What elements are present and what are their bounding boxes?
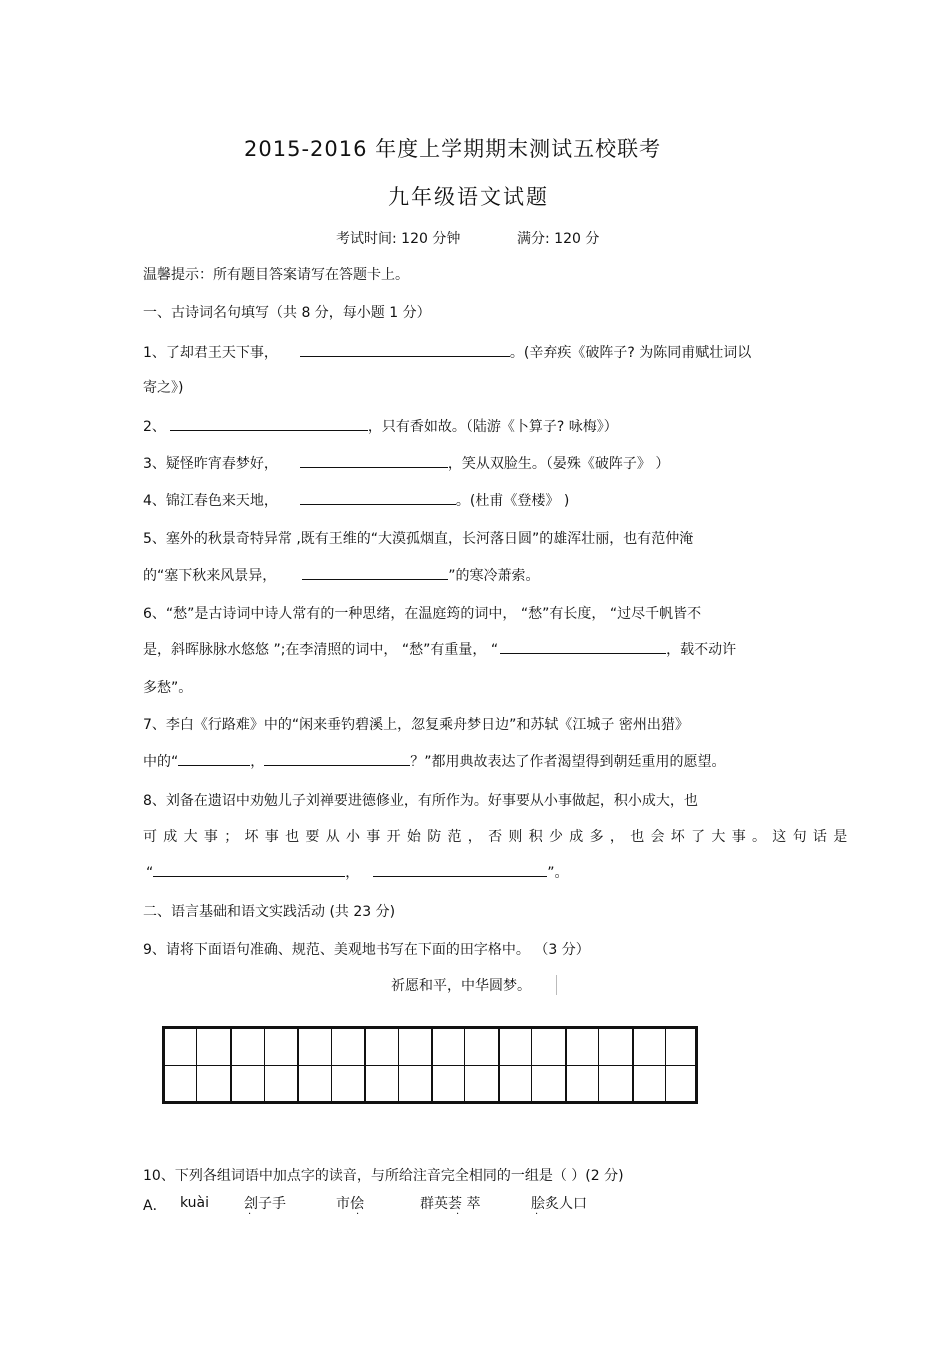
question-8 <box>146 862 569 882</box>
answer-blank <box>170 416 368 431</box>
question-10: 10、下列各组词语中加点字的读音，与所给注音完全相同的一组是（ ）(2 分) <box>143 1168 624 1184</box>
grid-line <box>331 1029 332 1101</box>
exam-score: 满分: 120 分 <box>517 231 600 247</box>
q6-text-a: 6、“愁”是古诗词中诗人常有的一种思绪，在温庭筠的词中， “愁”有长度， “过尽千帆皆不 <box>143 606 702 622</box>
q6-text-d: 多愁”。 <box>143 680 193 696</box>
answer-blank <box>500 639 666 654</box>
emphasis-dot: · <box>535 1209 539 1220</box>
q1-text-b: 。(辛弃疾《破阵子? 为陈同甫赋壮词以 <box>509 345 752 361</box>
section2-heading: 二、语言基础和语文实践活动 (共 23 分) <box>143 904 396 920</box>
q4-text-a: 4、锦江春色来天地， <box>143 493 278 509</box>
q6-text-c: ，载不动许 <box>666 642 737 658</box>
q1-text-a: 1、了却君王天下事， <box>143 345 278 361</box>
q8-text-e: ”。 <box>547 865 569 881</box>
grid-line <box>632 1029 634 1101</box>
question-1 <box>143 342 751 362</box>
section1-heading: 一、古诗词名句填写（共 8 分，每小题 1 分） <box>143 305 431 321</box>
emphasis-dot: · <box>356 1209 360 1220</box>
q5-text-c: ”的寒冷萧索。 <box>448 568 540 584</box>
q10-option-a-word1: 刽子手 <box>244 1196 286 1212</box>
question-7 <box>143 751 726 771</box>
q8-text-d: ， <box>345 865 360 881</box>
q10-option-a-word4: 脍炙人口 <box>531 1196 587 1212</box>
grid-line <box>264 1029 265 1101</box>
grid-midline <box>165 1065 695 1066</box>
writing-grid[interactable] <box>162 1026 698 1104</box>
q10-option-a-label: A． <box>143 1198 167 1214</box>
grid-line <box>531 1029 532 1101</box>
answer-blank <box>373 862 547 877</box>
grid-line <box>196 1029 197 1101</box>
q10-option-a-word3: 群英荟 萃 <box>420 1196 481 1212</box>
q8-text-c: “ <box>146 865 154 881</box>
q7-text-c: ， <box>250 754 265 770</box>
question-9: 9、请将下面语句准确、规范、美观地书写在下面的田字格中。 （3 分） <box>143 942 590 958</box>
q4-text-b: 。(杜甫《登楼》 ) <box>455 493 570 509</box>
answer-blank <box>300 453 448 468</box>
grid-line <box>364 1029 366 1101</box>
q10-option-a-pinyin: kuài <box>180 1195 210 1211</box>
q10-option-a-word2: 市侩 <box>336 1196 364 1212</box>
emphasis-dot: · <box>248 1209 252 1220</box>
grid-line <box>565 1029 567 1101</box>
q2-text-a: 2、 <box>143 419 166 435</box>
answer-blank <box>264 751 410 766</box>
exam-subtitle: 九年级语文试题 <box>388 185 549 209</box>
q8-text-a: 8、刘备在遗诏中劝勉儿子刘禅要进德修业，有所作为。好事要从小事做起，积小成大，也 <box>143 793 698 809</box>
question-4 <box>143 490 569 510</box>
q9-sentence: 祈愿和平，中华圆梦。 <box>391 978 531 994</box>
grid-line <box>431 1029 433 1101</box>
answer-blank <box>302 565 448 580</box>
question-5 <box>143 565 540 585</box>
q5-text-a: 5、塞外的秋景奇特异常 ,既有王维的“大漠孤烟直，长河落日圆”的雄浑壮丽，也有范仲淹 <box>143 531 694 547</box>
question-6 <box>143 639 736 659</box>
answer-blank <box>178 751 250 766</box>
divider <box>556 975 557 995</box>
answer-blank <box>153 862 345 877</box>
q3-text-a: 3、疑怪昨宵春梦好， <box>143 456 278 472</box>
q1-text-c: 寄之》) <box>143 380 184 396</box>
question-3 <box>143 453 669 473</box>
q7-text-d: ？”都用典故表达了作者渴望得到朝廷重用的愿望。 <box>410 754 726 770</box>
answer-blank <box>300 490 456 505</box>
q5-text-b: 的“塞下秋来风景异， <box>143 568 277 584</box>
grid-line <box>230 1029 232 1101</box>
exam-title: 2015-2016 年度上学期期末测试五校联考 <box>244 137 662 161</box>
answer-blank <box>300 342 510 357</box>
question-2 <box>143 416 618 436</box>
notice-text: 温馨提示：所有题目答案请写在答题卡上。 <box>143 267 409 283</box>
emphasis-dot: · <box>456 1209 460 1220</box>
q3-text-b: ，笑从双脸生。（晏殊《破阵子》 ） <box>447 456 670 472</box>
grid-line <box>398 1029 399 1101</box>
grid-line <box>464 1029 465 1101</box>
grid-line <box>665 1029 666 1101</box>
q8-text-b: 可成大事；坏事也要从小事开始防范，否则积少成多，也会坏了大事。这句话是 <box>143 829 854 845</box>
exam-time: 考试时间: 120 分钟 <box>336 231 461 247</box>
grid-line <box>598 1029 599 1101</box>
q6-text-b: 是，斜晖脉脉水悠悠 ”;在李清照的词中， “愁”有重量， “ <box>143 642 499 658</box>
grid-line <box>297 1029 299 1101</box>
q2-text-b: ，只有香如故。（陆游《卜算子? 咏梅》） <box>367 419 618 435</box>
q7-text-a: 7、李白《行路难》中的“闲来垂钓碧溪上，忽复乘舟梦日边”和苏轼《江城子 密州出猎》 <box>143 717 689 733</box>
q7-text-b: 中的“ <box>143 754 179 770</box>
grid-line <box>498 1029 500 1101</box>
